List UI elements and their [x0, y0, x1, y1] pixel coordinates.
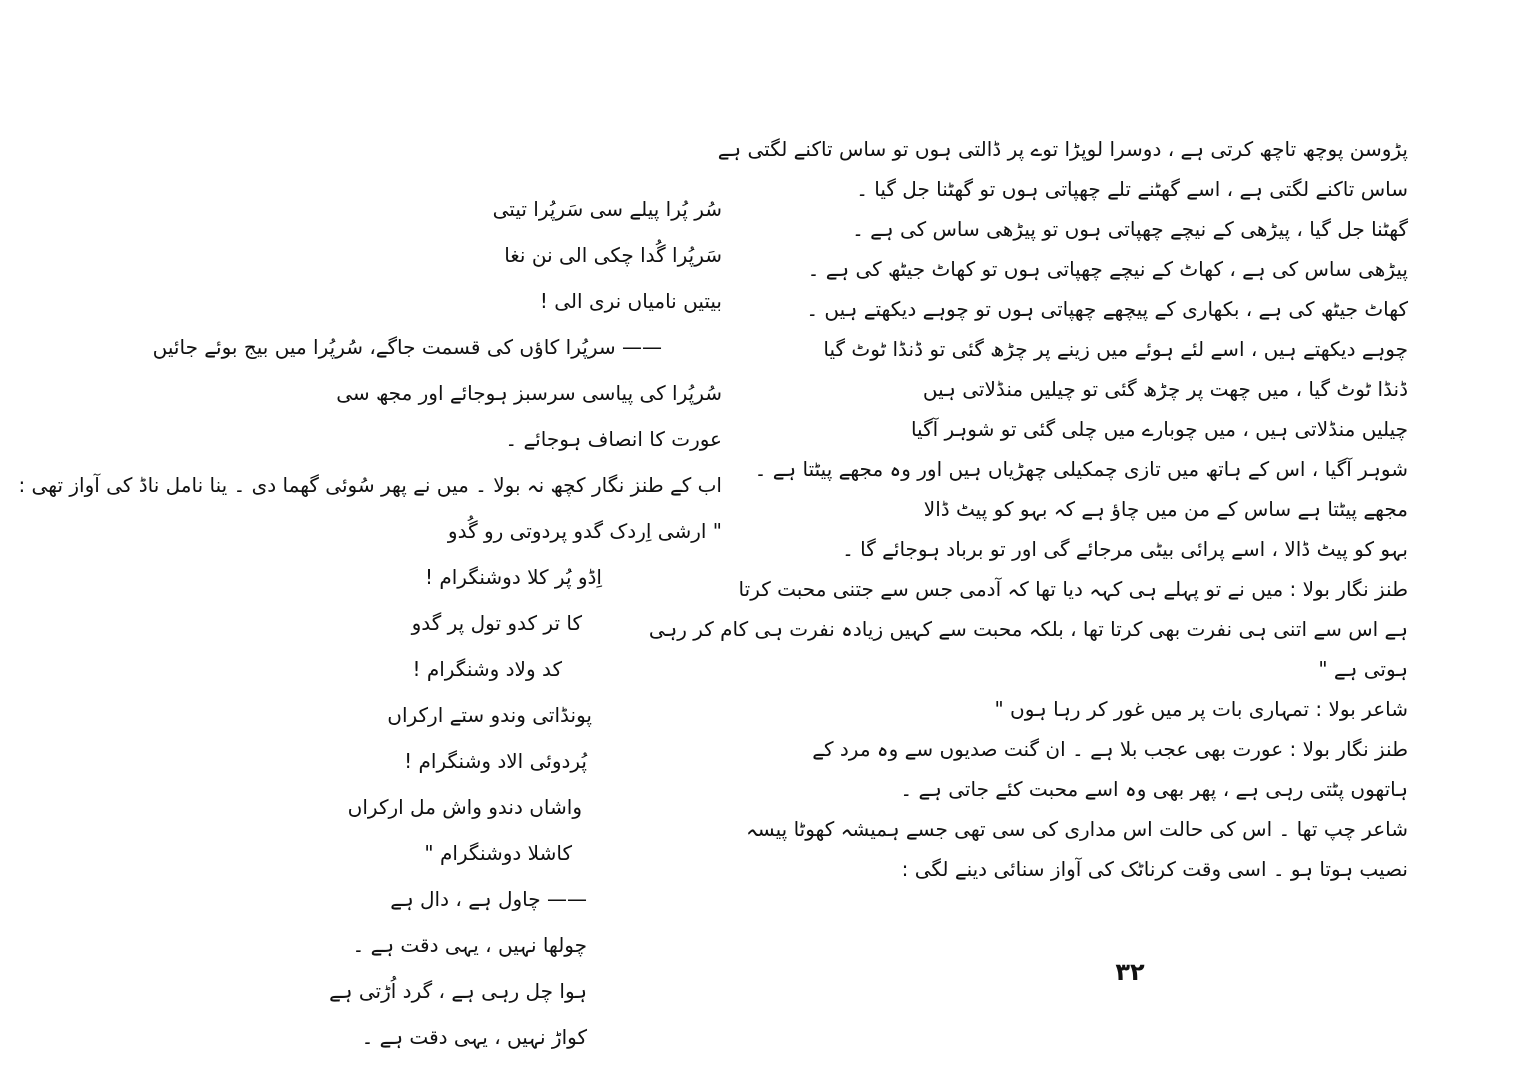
text-line: کد ولاد وشنگرام !	[412, 657, 562, 681]
text-line: —— چاول ہے ، دال ہے	[390, 887, 587, 911]
text-line: اب کے طنز نگار کچھ نہ بولا ۔ میں نے پھر سُوئی گھما دی ۔ ینا نامل ناڈ کی آواز تھی :	[18, 473, 722, 497]
text-line: پیڑھی ساس کی ہے ، کھاٹ کے نیچے چھپاتی ہوں تو کھاٹ جیٹھ کی ہے ۔	[807, 257, 1408, 281]
text-line: گھٹنا جل گیا ، پیڑھی کے نیچے چھپاتی ہوں تو پیڑھی ساس کی ہے ۔	[852, 217, 1408, 241]
text-line: ہاتھوں پٹتی رہی ہے ، پھر بھی وہ اسے محبت کئے جاتی ہے ۔	[900, 777, 1408, 801]
text-line: ہوتی ہے "	[1318, 657, 1408, 681]
text-line: پونڈاتی وندو ستے ارکراں	[387, 703, 592, 727]
text-line: کا تر کدو تول پر گدو	[411, 611, 582, 635]
text-line: ہوا چل رہی ہے ، گرد اُڑتی ہے	[329, 979, 587, 1003]
text-line: کاشلا دوشنگرام "	[424, 841, 572, 865]
right-page-text	[648, 136, 1408, 896]
text-line: ساس تاکنے لگتی ہے ، اسے گھٹنے تلے چھپاتی ہوں تو گھٹنا جل گیا ۔	[856, 177, 1408, 201]
text-line: پُردوئی الاد وشنگرام !	[404, 749, 587, 773]
text-line: بہو کو پیٹ ڈالا ، اسے پرائی بیٹی مرجائے گی اور تو برباد ہوجائے گا ۔	[842, 537, 1408, 561]
text-line: طنز نگار بولا : میں نے تو پہلے ہی کہہ دیا تھا کہ آدمی جس سے جتنی محبت کرتا	[738, 577, 1408, 601]
left-page	[0, 0, 760, 1080]
text-line: کواڑ نہیں ، یہی دقت ہے ۔	[361, 1025, 587, 1049]
text-line: نصیب ہوتا ہو ۔ اسی وقت کرناٹک کی آواز سنائی دینے لگی :	[901, 857, 1408, 881]
text-line: پڑوسن پوچھ تاچھ کرتی ہے ، دوسرا لوپڑا توے پر ڈالتی ہوں تو ساس تاکنے لگتی ہے	[717, 137, 1408, 161]
text-line: " ارشی اِردک گدو پردوتی رو گُدو	[447, 519, 722, 543]
text-line: چیلیں منڈلاتی ہیں ، میں چوبارے میں چلی گئی تو شوہر آگیا	[910, 417, 1408, 441]
text-line: واشاں دندو واش مل ارکراں	[347, 795, 582, 819]
text-line: طنز نگار بولا : عورت بھی عجب بلا ہے ۔ ان گنت صدیوں سے وہ مرد کے	[812, 737, 1408, 761]
text-line: عورت کا انصاف ہوجائے ۔	[505, 427, 722, 451]
text-line: شاعر بولا : تمہاری بات پر میں غور کر رہا ہوں "	[994, 697, 1408, 721]
text-line: سُرپُرا کی پیاسی سرسبز ہوجائے اور مجھ سی	[336, 381, 722, 405]
right-page	[648, 0, 1527, 1080]
text-line: ہے اس سے اتنی ہی نفرت بھی کرتا تھا ، بلکہ محبت سے کہیں زیادہ نفرت ہی کام کر رہی	[648, 617, 1408, 641]
left-page-text	[18, 196, 722, 1070]
text-line: سَرپُرا گُدا چکی الی نن نغا	[504, 243, 722, 267]
text-line: چولھا نہیں ، یہی دقت ہے ۔	[352, 933, 587, 957]
text-line: شاعر چپ تھا ۔ اس کی حالت اس مداری کی سی تھی جسے ہمیشہ کھوٹا پیسہ	[746, 817, 1408, 841]
text-line: اِڈو پُر کلا دوشنگرام !	[424, 565, 602, 589]
text-line: کھاٹ جیٹھ کی ہے ، بکھاری کے پیچھے چھپاتی ہوں تو چوہے دیکھتے ہیں ۔	[806, 297, 1408, 321]
text-line: سُر پُرا پیلے سی سَرپُرا تیتی	[492, 197, 722, 221]
text-line: مجھے پیٹتا ہے ساس کے من میں چاؤ ہے کہ بہو کو پیٹ ڈالا	[923, 497, 1408, 521]
page-number: ۳۲	[1115, 958, 1145, 986]
text-line: بیتیں نامیاں نری الی !	[539, 289, 722, 313]
text-line: شوہر آگیا ، اس کے ہاتھ میں تازی چمکیلی چھڑیاں ہیں اور وہ مجھے پیٹتا ہے ۔	[754, 457, 1408, 481]
text-line: —— سرپُرا کاؤں کی قسمت جاگے، سُرپُرا میں بیج بوئے جائیں	[152, 335, 662, 359]
text-line: ڈنڈا ٹوٹ گیا ، میں چھت پر چڑھ گئی تو چیلیں منڈلاتی ہیں	[922, 377, 1408, 401]
text-line: چوہے دیکھتے ہیں ، اسے لئے ہوئے میں زینے پر چڑھ گئی تو ڈنڈا ٹوٹ گیا	[823, 337, 1408, 361]
